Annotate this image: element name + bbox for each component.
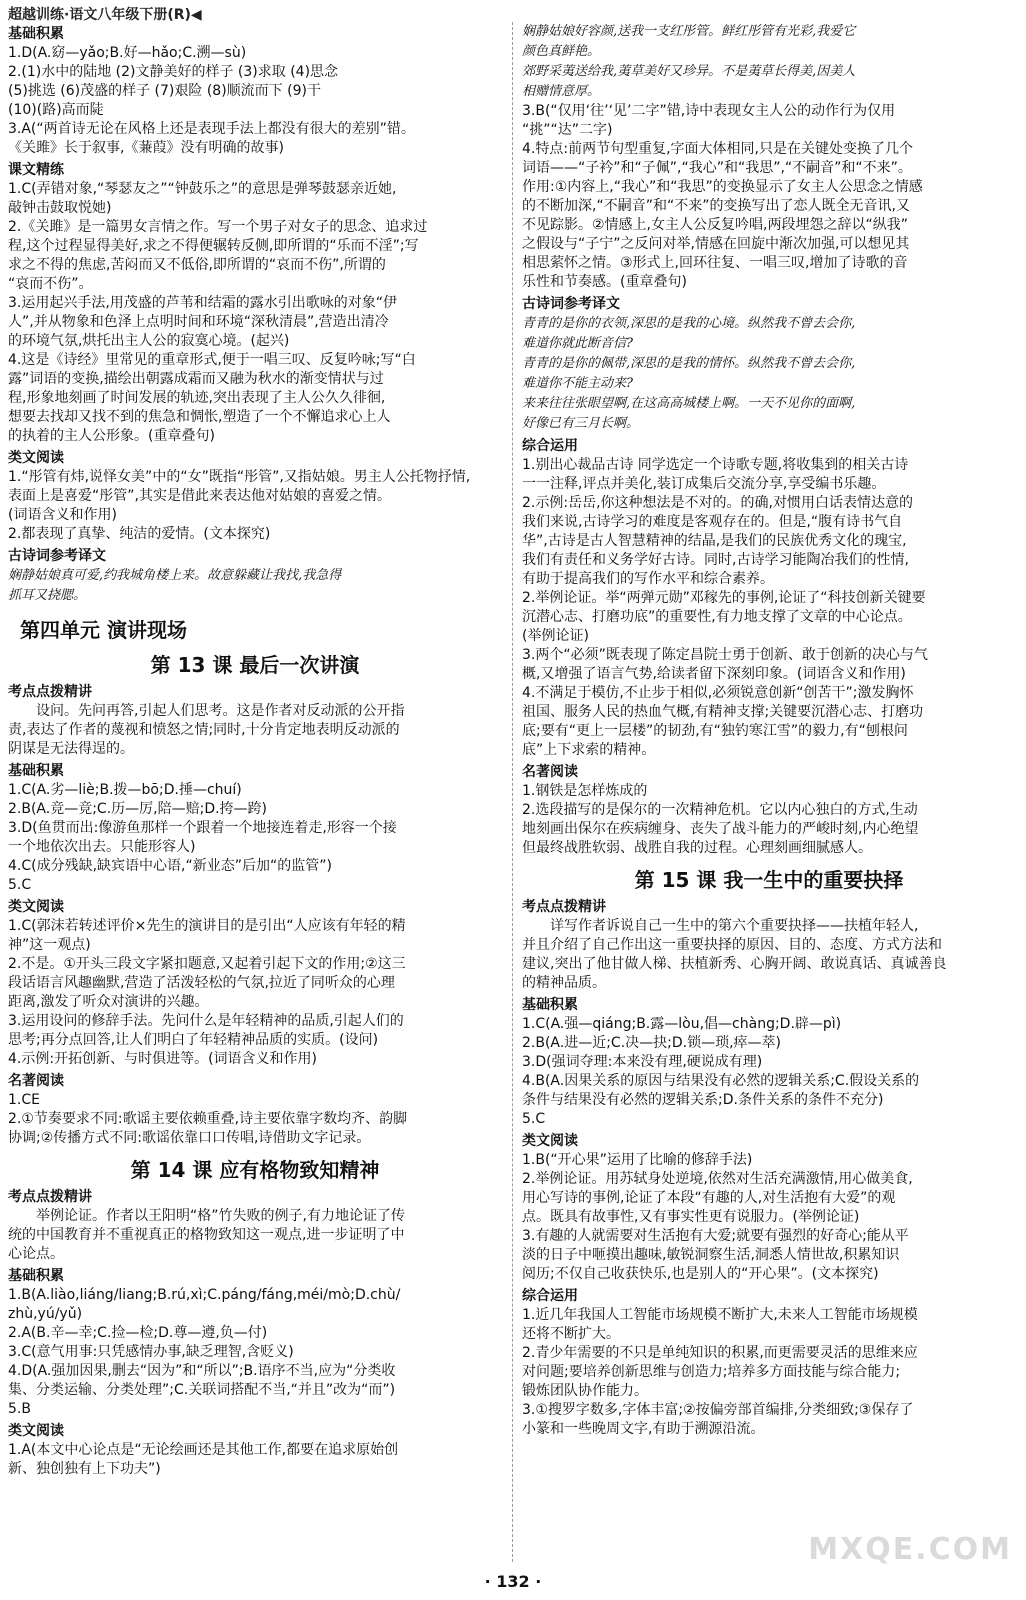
section-heading: 名著阅读 [8, 1073, 64, 1089]
text-line: 统的中国教育并不重视真正的格物致知这一观点,进一步证明了中 [8, 1227, 405, 1243]
text-line: 淡的日子中咂摸出趣味,敏锐洞察生活,洞悉人情世故,积累知识 [522, 1247, 900, 1263]
text-line: 人”,并从物象和色泽上点明时间和环境“深秋清晨”,营造出清冷 [8, 314, 389, 330]
text-line: 程,形象地刻画了时间发展的轨迹,突出表现了主人公久久徘徊, [8, 390, 386, 406]
text-line: 4.示例:开拓创新、与时俱进等。(词语含义和作用) [8, 1051, 317, 1067]
translation-line: 青青的是你的衣领,深思的是我的心境。纵然我不曾去会你, [522, 316, 856, 331]
text-line: (10)(路)高而陡 [8, 102, 104, 118]
translation-line: 好像已有三月长啊。 [522, 416, 640, 431]
translation-line: 娴静姑娘真可爱,约我城角楼上来。故意躲藏让我找,我急得 [8, 568, 342, 583]
page-number: · 132 · [484, 1572, 542, 1591]
text-line: 1.钢铁是怎样炼成的 [522, 783, 648, 799]
section-heading: 课文精练 [8, 162, 64, 178]
text-line: 乐性和节奏感。(重章叠句) [522, 274, 687, 290]
text-line: 沉潜心志、打磨功底”的重要性,有力地支撑了文章的中心论点。 [522, 609, 912, 625]
text-line: 1.C(A.强—qiáng;B.露—lòu,倡—chàng;D.辟—pì) [522, 1016, 842, 1032]
section-heading: 古诗词参考译文 [8, 548, 106, 564]
text-line: 用心写诗的事例,论证了本段“有趣的人,对生活抱有大爱”的观 [522, 1190, 896, 1206]
text-line: 协调;②传播方式不同:歌谣依靠口口传唱,诗借助文字记录。 [8, 1130, 371, 1146]
section-heading: 类文阅读 [8, 899, 64, 915]
text-line: 的精神品质。 [522, 975, 606, 991]
text-line: 2.B(A.进—近;C.决—抉;D.锁—琐,瘁—萃) [522, 1035, 782, 1051]
text-line: 的环境气氛,烘托出主人公的寂寞心境。(起兴) [8, 333, 290, 349]
text-line: 1.D(A.窈—yǎo;B.好—hǎo;C.溯—sù) [8, 45, 247, 61]
text-line: 5.B [8, 1401, 31, 1417]
translation-line: 青青的是你的佩带,深思的是我的情怀。纵然我不曾去会你, [522, 356, 856, 371]
text-line: 求之不得的焦虑,苦闷而又不低俗,即所谓的“哀而不伤”,所谓的 [8, 257, 386, 273]
text-line: “哀而不伤”。 [8, 276, 93, 292]
section-heading: 类文阅读 [522, 1133, 578, 1149]
text-line: 2.①节奏要求不同:歌谣主要依赖重叠,诗主要依靠字数均齐、韵脚 [8, 1111, 408, 1127]
text-line: 2.(1)水中的陆地 (2)文静美好的样子 (3)求取 (4)思念 [8, 64, 339, 80]
section-heading: 基础积累 [8, 763, 64, 779]
text-line: 1.别出心裁品古诗 同学选定一个诗歌专题,将收集到的相关古诗 [522, 457, 909, 473]
watermark: MXQE.COM [808, 1532, 1012, 1567]
text-line: 1.C(弄错对象,“琴瑟友之”“钟鼓乐之”的意思是弹琴鼓瑟亲近她, [8, 181, 397, 197]
text-line: 设问。先问再答,引起人们思考。这是作者对反动派的公开指 [36, 703, 405, 719]
text-line: 2.都表现了真挚、纯洁的爱情。(文本探究) [8, 526, 271, 542]
section-heading: 考点点拨精讲 [8, 1189, 92, 1205]
text-line: 底;要有“更上一层楼”的韧劲,有“独钓寒江雪”的毅力,有“刨根问 [522, 723, 908, 739]
text-line: 敲钟击鼓取悦她) [8, 200, 112, 216]
text-line: 建议,突出了他甘做人梯、扶植新秀、心胸开阔、敢说真话、真诚善良 [522, 956, 947, 972]
right-column [522, 22, 1016, 1439]
text-line: 我们来说,古诗学习的难度是客观存在的。但是,“腹有诗书气自 [522, 514, 903, 530]
translation-line: 来来往往张眼望啊,在这高高城楼上啊。一天不见你的面啊, [522, 396, 856, 411]
text-line: 4.这是《诗经》里常见的重章形式,便于一唱三叹、反复吟咏;写“白 [8, 352, 416, 368]
text-line: 想要去找却又找不到的焦急和惆怅,塑造了一个不懈追求心上人 [8, 409, 391, 425]
text-line: 集、分类运输、分类处理”;C.关联词搭配不当,“并且”改为“而”) [8, 1382, 396, 1398]
text-line: 5.C [8, 877, 32, 893]
text-line: 并且介绍了自己作出这一重要抉择的原因、目的、态度、方式方法和 [522, 937, 942, 953]
text-line: 还将不断扩大。 [522, 1326, 620, 1342]
text-line: 的不断加深,“不嗣音”和“不来”的变换写出了恋人既全无音讯,又 [522, 198, 910, 214]
page-header: 超越训练·语文八年级下册(R)◀ [8, 7, 202, 23]
text-line: 4.不满足于模仿,不止步于相似,必须锐意创新“创苦干”;激发胸怀 [522, 685, 914, 701]
section-heading: 基础积累 [8, 26, 64, 42]
text-line: 3.①搜罗字数多,字体丰富;②按偏旁部首编排,分类细致;③保存了 [522, 1402, 914, 1418]
text-line: 3.D(鱼贯而出:像游鱼那样一个跟着一个地接连着走,形容一个接 [8, 820, 397, 836]
text-line: 2.《关雎》是一篇男女言情之作。写一个男子对女子的思念、追求过 [8, 219, 428, 235]
text-line: 对问题;要培养创新思维与创造力;培养多方面技能与综合能力; [522, 1364, 901, 1380]
text-line: 新、独创独有上下功夫”) [8, 1461, 161, 1477]
section-heading: 类文阅读 [8, 450, 64, 466]
text-line: 段话语言风趣幽默,营造了活泼轻松的气氛,拉近了同听众的心理 [8, 975, 395, 991]
text-line: (举例论证) [522, 628, 589, 644]
text-line: 1.B(“开心果”运用了比喻的修辞手法) [522, 1152, 753, 1168]
text-line: 4.C(成分残缺,缺宾语中心语,“新业态”后加“的监管”) [8, 858, 332, 874]
text-line: 一一注释,评点并美化,装订成集后交流分享,享受编书乐趣。 [522, 476, 886, 492]
text-line: (词语含义和作用) [8, 507, 117, 523]
text-line: 3.运用设问的修辞手法。先问什么是年轻精神的品质,引起人们的 [8, 1013, 404, 1029]
text-line: 华”,古诗是古人智慧精神的结晶,是我们的民族优秀文化的瑰宝, [522, 533, 907, 549]
section-heading: 类文阅读 [8, 1423, 64, 1439]
lesson-title: 第 15 课 我一生中的重要抉择 [634, 868, 904, 892]
text-line: 露”词语的变换,描绘出朝露成霜而又融为秋水的渐变情状与过 [8, 371, 384, 387]
section-heading: 基础积累 [522, 997, 578, 1013]
text-line: 3.D(强词夺理:本来没有理,硬说成有理) [522, 1054, 763, 1070]
text-line: (5)挑选 (6)茂盛的样子 (7)艰险 (8)顺流而下 (9)干 [8, 83, 321, 99]
left-column [8, 22, 502, 1479]
text-line: 4.D(A.强加因果,删去“因为”和“所以”;B.语序不当,应为“分类收 [8, 1363, 396, 1379]
text-line: 1.CE [8, 1092, 40, 1108]
text-line: 2.B(A.竞—竞;C.历—厉,陪—赔;D.挎—跨) [8, 801, 268, 817]
text-line: 地刻画出保尔在疾病缠身、丧失了战斗能力的严峻时刻,内心绝望 [522, 821, 919, 837]
text-line: 2.不是。①开头三段文字紧扣题意,又起着引起下文的作用;②这三 [8, 956, 406, 972]
text-line: 词语——“子衿”和“子佩”,“我心”和“我思”,“不嗣音”和“不来”。 [522, 160, 912, 176]
text-line: 有助于提高我们的写作水平和综合素养。 [522, 571, 774, 587]
text-line: 神”这一观点) [8, 937, 91, 953]
text-line: 1.C(郭沫若转述评价×先生的演讲目的是引出“人应该有年轻的精 [8, 918, 406, 934]
text-line: 小篆和一些晚周文字,有助于溯源沿流。 [522, 1421, 765, 1437]
text-line: 距离,激发了听众对演讲的兴趣。 [8, 994, 209, 1010]
unit-title: 第四单元 演讲现场 [20, 618, 187, 642]
text-line: 阴谋是无法得逞的。 [8, 741, 134, 757]
section-heading: 综合运用 [522, 1288, 578, 1304]
text-line: 3.运用起兴手法,用茂盛的芦苇和结霜的露水引出歌咏的对象“伊 [8, 295, 398, 311]
translation-line: 郊野采荑送给我,荑草美好又珍异。不是荑草长得美,因美人 [522, 64, 856, 79]
text-line: 1.B(A.liào,liáng/liang;B.rú,xì;C.páng/fáng,méi/mò;D.chù/ [8, 1287, 401, 1303]
translation-line: 娴静姑娘好容颜,送我一支红彤管。鲜红彤管有光彩,我爱它 [522, 24, 856, 39]
text-line: 2.举例论证。举“两弹元勋”邓稼先的事例,论证了“科技创新关键要 [522, 590, 926, 606]
text-line: 一个地依次出去。只能形容人) [8, 839, 196, 855]
text-line: 3.B(“仅用‘往’‘见’二字”错,诗中表现女主人公的动作行为仅用 [522, 103, 896, 119]
text-line: 祖国、服务人民的热血气概,有精神支撑;关键要沉潜心志、打磨功 [522, 704, 924, 720]
text-line: 条件与结果没有必然的逻辑关系;D.条件关系的条件不充分) [522, 1092, 884, 1108]
lesson-title: 第 13 课 最后一次讲演 [150, 653, 360, 677]
section-heading: 基础积累 [8, 1268, 64, 1284]
text-line: 之假设与“子宁”之反问对举,情感在回旋中渐次加强,可以想见其 [522, 236, 910, 252]
text-line: 责,表达了作者的蔑视和愤怒之情;同时,十分肯定地表明反动派的 [8, 722, 400, 738]
text-line: 2.举例论证。用苏轼身处逆境,依然对生活充满激情,用心做美食, [522, 1171, 913, 1187]
text-line: 作用:①内容上,“我心”和“我思”的变换显示了女主人公思念之情感 [522, 179, 923, 195]
text-line: 表面上是喜爱“彤管”,其实是借此来表达他对姑娘的喜爱之情。 [8, 488, 391, 504]
section-heading: 考点点拨精讲 [522, 899, 606, 915]
text-line: 思考;再分点回答,让人们明白了年轻精神品质的实质。(设问) [8, 1032, 379, 1048]
text-line: 1.C(A.劣—liè;B.拨—bō;D.捶—chuí) [8, 782, 242, 798]
text-line: 3.A(“两首诗无论在风格上还是表现手法上都没有很大的差别”错。 [8, 121, 415, 137]
translation-line: 难道你就此断音信? [522, 336, 633, 351]
text-line: 2.选段描写的是保尔的一次精神危机。它以内心独白的方式,生动 [522, 802, 918, 818]
translation-line: 相赠情意厚。 [522, 84, 601, 99]
text-line: 详写作者诉说自己一生中的第六个重要抉择——扶植年轻人, [550, 918, 919, 934]
text-line: 阅历;不仅自己收获快乐,也是别人的“开心果”。(文本探究) [522, 1266, 879, 1282]
text-line: 2.A(B.辛—幸;C.捡—检;D.尊—遵,负—付) [8, 1325, 268, 1341]
text-line: 点。既具有故事性,又有事实性更有说服力。(举例论证) [522, 1209, 860, 1225]
text-line: 《关雎》长于叙事,《蒹葭》没有明确的故事) [8, 140, 284, 156]
text-line: “挑”“达”二字) [522, 122, 613, 138]
column-divider [512, 22, 513, 1562]
text-line: 但最终战胜软弱、战胜自我的过程。心理刻画细腻感人。 [522, 840, 872, 856]
text-line: 举例论证。作者以王阳明“格”竹失败的例子,有力地论证了传 [36, 1208, 405, 1224]
lesson-title: 第 14 课 应有格物致知精神 [130, 1158, 380, 1182]
translation-line: 抓耳又挠腮。 [8, 588, 87, 603]
text-line: 1.A(本文中心论点是“无论绘画还是其他工作,都要在追求原始创 [8, 1442, 399, 1458]
text-line: 不见踪影。②情感上,女主人公反复吟唱,两段埋怨之辞以“纵我” [522, 217, 908, 233]
text-line: 4.特点:前两节句型重复,字面大体相同,只是在关键处变换了几个 [522, 141, 913, 157]
translation-line: 难道你不能主动来? [522, 376, 633, 391]
text-line: 相思萦怀之情。③形式上,回环往复、一唱三叹,增加了诗歌的音 [522, 255, 908, 271]
text-line: 1.近几年我国人工智能市场规模不断扩大,未来人工智能市场规模 [522, 1307, 918, 1323]
text-line: 程,这个过程显得美好,求之不得便辗转反侧,即所谓的“乐而不淫”;写 [8, 238, 419, 254]
text-line: 3.C(意气用事:只凭感情办事,缺乏理智,含贬义) [8, 1344, 294, 1360]
text-line: 概,又增强了语言气势,给读者留下深刻印象。(词语含义和作用) [522, 666, 906, 682]
text-line: 心论点。 [8, 1246, 64, 1262]
text-line: 5.C [522, 1111, 546, 1127]
text-line: 2.示例:岳岳,你这种想法是不对的。的确,对惯用白话表情达意的 [522, 495, 913, 511]
text-line: 我们有责任和义务学好古诗。同时,古诗学习能陶冶我们的性情, [522, 552, 909, 568]
translation-line: 颜色真鲜艳。 [522, 44, 601, 59]
text-line: 3.两个“必须”既表现了陈定昌院士勇于创新、敢于创新的决心与气 [522, 647, 928, 663]
text-line: 的执着的主人公形象。(重章叠句) [8, 428, 215, 444]
section-heading: 古诗词参考译文 [522, 296, 620, 312]
text-line: zhù,yú/yǔ) [8, 1306, 83, 1322]
text-line: 2.青少年需要的不只是单纯知识的积累,而更需要灵活的思维来应 [522, 1345, 918, 1361]
section-heading: 综合运用 [522, 438, 578, 454]
section-heading: 考点点拨精讲 [8, 684, 92, 700]
text-line: 底”上下求索的精神。 [522, 742, 656, 758]
text-line: 4.B(A.因果关系的原因与结果没有必然的逻辑关系;C.假设关系的 [522, 1073, 920, 1089]
text-line: 3.有趣的人就需要对生活抱有大爱;就要有强烈的好奇心;能从平 [522, 1228, 909, 1244]
text-line: 1.“彤管有炜,说怿女美”中的“女”既指“彤管”,又指姑娘。男主人公托物抒情, [8, 469, 471, 485]
text-line: 锻炼团队协作能力。 [522, 1383, 648, 1399]
section-heading: 名著阅读 [522, 764, 578, 780]
